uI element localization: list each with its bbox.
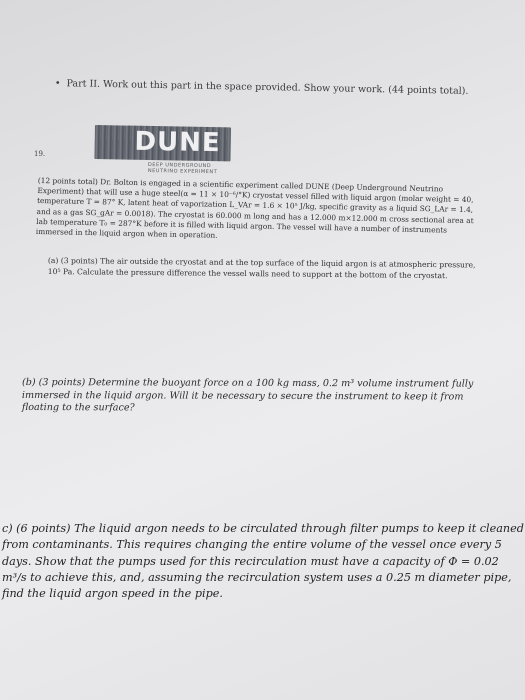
- part-a-text: (a) (3 points) The air outside the cryostat and at the top surface of the liquid argon is at atmospheric pressure, 10⁵ Pa. Calculate the pressure difference the vessel walls need to support at the bottom of the cryostat.: [47, 256, 476, 280]
- part-b-text: (b) (3 points) Determine the buoyant force on a 100 kg mass, 0.2 m³ volume instrument fully immersed in the liquid argon. Will it be necessary to secure the instrument to keep it from floating to the surface?: [21, 377, 474, 414]
- question-number: 19.: [34, 150, 46, 158]
- question-part-a: [48, 256, 478, 282]
- intro-paragraph: (12 points total) Dr. Bolton is engaged in a scientific experiment called DUNE (Deep Underground Neutrino Experiment) that will use a huge steel(α = 11 × 10⁻⁶/°K) cryostat vessel filled with liquid argon (molar weight = 40, temperature T = 87° K, latent heat of vaporization L_VAr = 1.6 × 10⁵ J/kg, specific gravity as a liquid SG_LAr = 1.4, and as a gas SG_gAr = 0.0018). The cryostat is 60.000 m long and has a 12.000 m×12.000 m cross sectional area at lab temperature T₀ = 287°K before it is filled with liquid argon. The vessel will have a number of instruments immersed in the liquid argon when in operation.: [35, 176, 474, 240]
- dune-logo-banner: [94, 125, 231, 161]
- question-part-c: [2, 521, 524, 602]
- part-c-text: c) (6 points) The liquid argon needs to be circulated through filter pumps to keep it cleaned from contaminants. This requires changing the entire volume of the vessel once every 5 days. Show that the pumps used for this recirculation must have a capacity of Φ = 0.02 m³/s to achieve this, and, assuming the recirculation system uses a 0.25 m diameter pipe, find the liquid argon speed in the pipe.: [2, 522, 524, 601]
- bullet: •: [54, 78, 61, 90]
- dune-logo: [94, 125, 231, 161]
- question-intro: [36, 176, 478, 246]
- dune-logo-subtitle: DEEP UNDERGROUND NEUTRINO EXPERIMENT: [147, 162, 218, 176]
- question-part-b: [22, 377, 497, 416]
- part-ii-heading: [55, 78, 475, 98]
- dune-logo-word: DUNE: [134, 126, 221, 159]
- part-ii-text: Part II. Work out this part in the space provided. Show your work. (44 points total).: [66, 78, 469, 97]
